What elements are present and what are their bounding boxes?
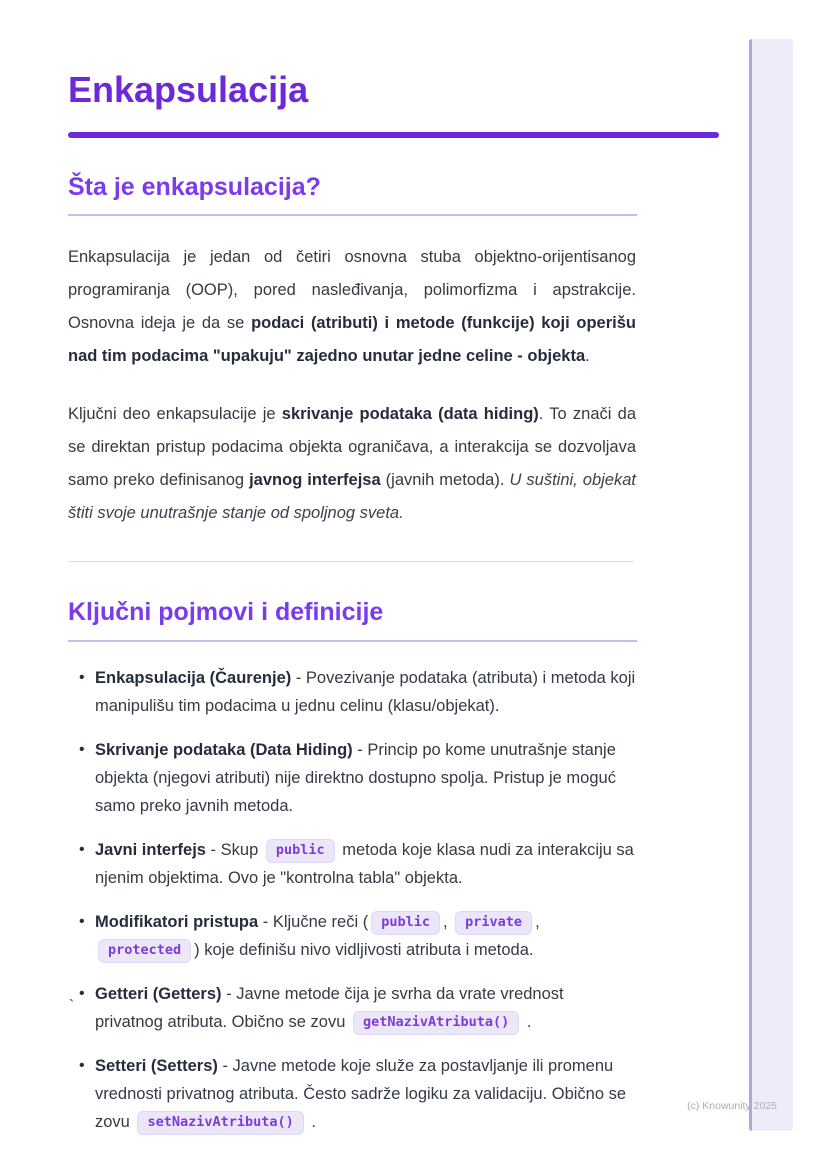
section-heading-what-is-encapsulation: Šta je enkapsulacija?	[68, 172, 321, 201]
heading-underline	[68, 640, 637, 642]
copyright-footer: (c) Knowunity 2025	[687, 1100, 777, 1112]
list-item-enkapsulacija: • Enkapsulacija (Čaurenje) - Povezivanje podataka (atributa) i metoda koji manipulišu tim podacima u jednu celinu (klasu/objekat).	[95, 664, 636, 720]
inline-code-chip: setNazivAtributa()	[137, 1111, 303, 1135]
list-item-javni-interfejs: • Javni interfejs - Skup public metoda koje klasa nudi za interakciju sa njenim objektima. Ovo je "kontrolna tabla" objekta.	[95, 836, 636, 892]
stray-backtick-mark: `	[69, 998, 75, 1015]
inline-code-chip: private	[455, 911, 532, 935]
list-item-setteri: • Setteri (Setters) - Javne metode koje služe za postavljanje ili promenu vrednosti privatnog atributa. Često sadrže logiku za validaciju. Obično se zovu setNazivAtributa() .	[95, 1052, 636, 1136]
title-divider-rule	[68, 132, 719, 138]
section-divider	[68, 561, 634, 562]
inline-code-chip: public	[371, 911, 440, 935]
list-item-getteri: • Getteri (Getters) - Javne metode čija je svrha da vrate vrednost privatnog atributa. Obično se zovu getNazivAtributa() .	[95, 980, 636, 1036]
key-terms-list	[68, 664, 636, 1136]
inline-code-chip: public	[266, 839, 335, 863]
paragraph-data-hiding: Ključni deo enkapsulacije je skrivanje podataka (data hiding). To znači da se direktan pristup podacima objekta ograničava, a interakcija se dozvoljava samo preko definisanog javnog interfejsa (javnih metoda). U suštini, objekat štiti svoje unutrašnje stanje od spoljnog sveta.	[68, 405, 636, 523]
page-edge-strip	[749, 39, 793, 1131]
inline-code-chip: protected	[98, 939, 191, 963]
paragraph-encapsulation-intro: Enkapsulacija je jedan od četiri osnovna stuba objektno-orijentisanog programiranja (OOP), pored nasleđivanja, polimorfizma i apstrakcije. Osnovna ideja je da se podaci (atributi) i metode (funkcije) koji operišu nad tim podacima "upakuju" zajedno unutar jedne celine - objekta.	[68, 248, 636, 366]
document-body	[68, 0, 636, 1152]
list-item-skrivanje-podataka: • Skrivanje podataka (Data Hiding) - Princip po kome unutrašnje stanje objekta (njegovi atributi) nije direktno dostupno spolja. Pristup je moguć samo preko javnih metoda.	[95, 736, 636, 820]
heading-underline	[68, 214, 637, 216]
list-item-modifikatori-pristupa: • Modifikatori pristupa - Ključne reči ( public , private , protected ) koje definišu nivo vidljivosti atributa i metoda.	[95, 908, 636, 964]
page-title: Enkapsulacija	[68, 69, 309, 110]
section-heading-key-terms: Ključni pojmovi i definicije	[68, 598, 384, 627]
inline-code-chip: getNazivAtributa()	[353, 1011, 519, 1035]
